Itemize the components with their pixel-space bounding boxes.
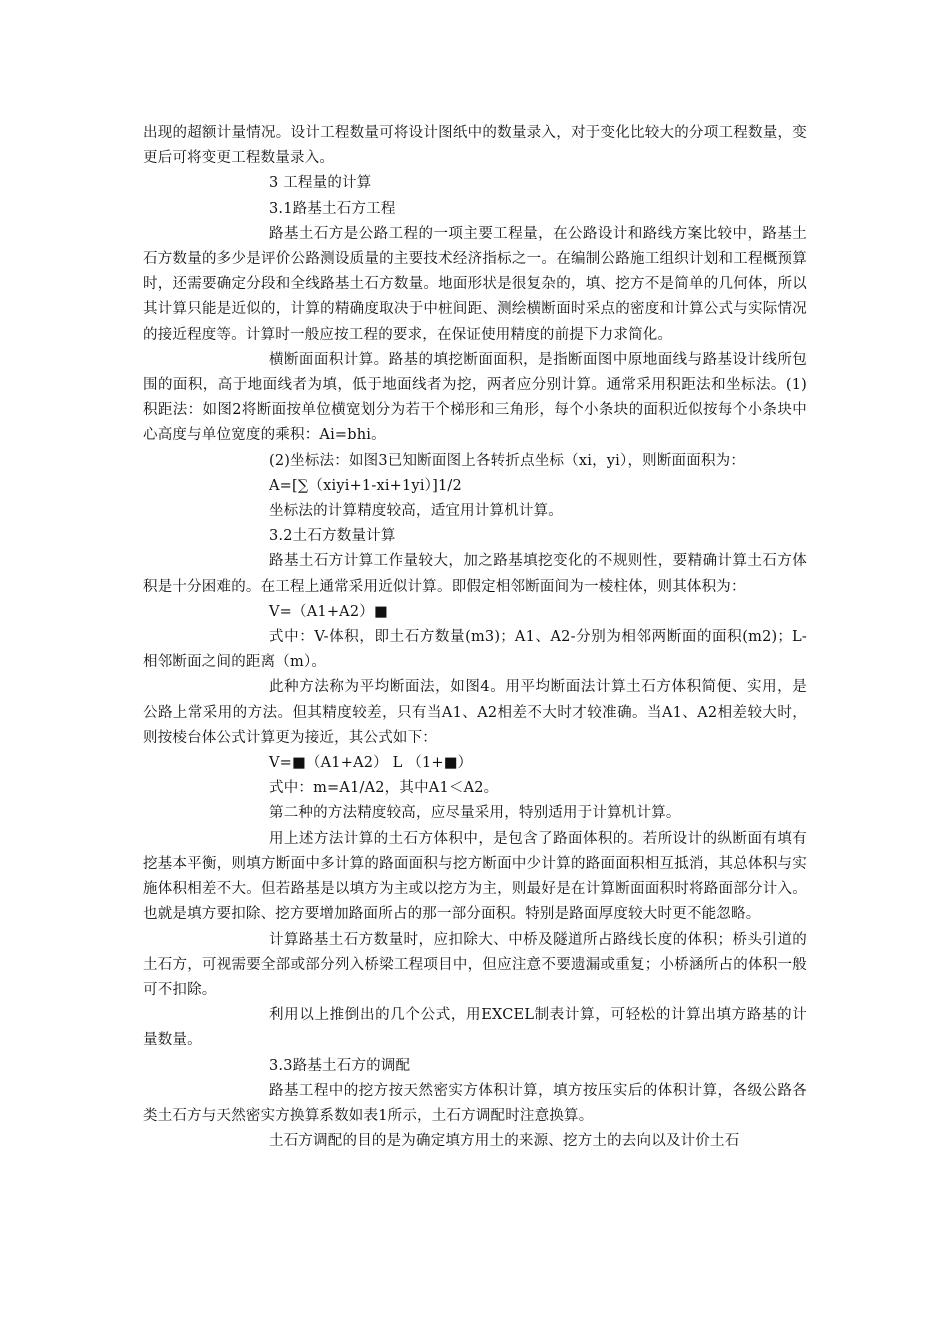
- subsection-heading-3-3: 3.3路基土石方的调配: [269, 1057, 411, 1074]
- subsection-heading-3-1: 3.1路基土石方工程: [269, 200, 396, 217]
- formula-average-section: V=（A1+A2）■: [269, 603, 388, 620]
- paragraph-pavement-volume: 用上述方法计算的土石方体积中，是包含了路面体积的。若所设计的纵断面有填有挖基本平衡，则填方断面中多计算的路面面积与挖方断面中少计算的路面面积相互抵消，其总体积与实施体积相差不大。但若路基是以填方为主或以挖方为主，则最好是在计算断面面积时将路面部分计入。也就是填方要扣除、挖方要增加路面所占的那一部分面积。特别是路面厚度较大时更不能忽略。: [143, 830, 807, 923]
- subsection-heading-3-2: 3.2土石方数量计算: [269, 528, 396, 545]
- formula-area: A=[∑（xiyi+1-xi+1yi）]1/2: [269, 477, 462, 494]
- document-page: [143, 121, 807, 1154]
- paragraph-formula-legend-2: 式中：m=A1/A2，其中A1＜A2。: [269, 780, 499, 797]
- paragraph-continuation: 出现的超额计量情况。设计工程数量可将设计图纸中的数量录入，对于变化比较大的分项工程数量，变更后可将变更工程数量录入。: [143, 125, 807, 167]
- paragraph-excel: 利用以上推倒出的几个公式，用EXCEL制表计算，可轻松的计算出填方路基的计量数量。: [143, 1007, 807, 1049]
- paragraph-volume-calculation: 路基土石方计算工作量较大，加之路基填挖变化的不规则性，要精确计算土石方体积是十分困难的。在工程上通常采用近似计算。即假定相邻断面间为一棱柱体，则其体积为：: [143, 553, 807, 595]
- paragraph-coordinate-method: (2)坐标法：如图3已知断面图上各转折点坐标（xi，yi），则断面面积为：: [269, 452, 746, 469]
- paragraph-allocation-purpose: 土石方调配的目的是为确定填方用土的来源、挖方土的去向以及计价土石: [269, 1133, 740, 1150]
- paragraph-formula-legend-1: 式中：V-体积，即土石方数量(m3)；A1、A2-分别为相邻两断面的面积(m2)；L-相邻断面之间的距离（m）。: [143, 629, 807, 671]
- paragraph-conversion: 路基工程中的挖方按天然密实方体积计算，填方按压实后的体积计算，各级公路各类土石方与天然密实方换算系数如表1所示，土石方调配时注意换算。: [143, 1082, 807, 1124]
- paragraph-coordinate-accuracy: 坐标法的计算精度较高，适宜用计算机计算。: [269, 503, 563, 520]
- paragraph-bridge-deduction: 计算路基土石方数量时，应扣除大、中桥及隧道所占路线长度的体积；桥头引道的土石方，可视需要全部或部分列入桥梁工程项目中，但应注意不要遗漏或重复；小桥涵所占的体积一般可不扣除。: [143, 931, 807, 998]
- formula-prismoid: V=■（A1+A2） L （1+■）: [269, 755, 473, 772]
- section-heading-3: 3 工程量的计算: [269, 175, 372, 192]
- paragraph-earthwork-intro: 路基土石方是公路工程的一项主要工程量，在公路设计和路线方案比较中，路基土石方数量的多少是评价公路测设质量的主要技术经济指标之一。在编制公路施工组织计划和工程概预算时，还需要确定分段和全线路基土石方数量。地面形状是很复杂的，填、挖方不是简单的几何体，所以其计算只能是近似的，计算的精确度取决于中桩间距、测绘横断面时采点的密度和计算公式与实际情况的接近程度等。计算时一般应按工程的要求，在保证使用精度的前提下力求简化。: [143, 225, 807, 343]
- paragraph-average-section-method: 此种方法称为平均断面法，如图4。用平均断面法计算土石方体积简便、实用，是公路上常采用的方法。但其精度较差，只有当A1、A2相差不大时才较准确。当A1、A2相差较大时，则按棱台体公式计算更为接近，其公式如下：: [143, 679, 807, 746]
- paragraph-cross-section-area: 横断面面积计算。路基的填挖断面面积，是指断面图中原地面线与路基设计线所包围的面积，高于地面线者为填，低于地面线者为挖，两者应分别计算。通常采用积距法和坐标法。(1)积距法：如图2将断面按单位横宽划分为若干个梯形和三角形，每个小条块的面积近似按每个小条块中心高度与单位宽度的乘积：Ai=bhi。: [143, 351, 807, 444]
- paragraph-second-method: 第二种的方法精度较高，应尽量采用，特别适用于计算机计算。: [269, 805, 681, 822]
